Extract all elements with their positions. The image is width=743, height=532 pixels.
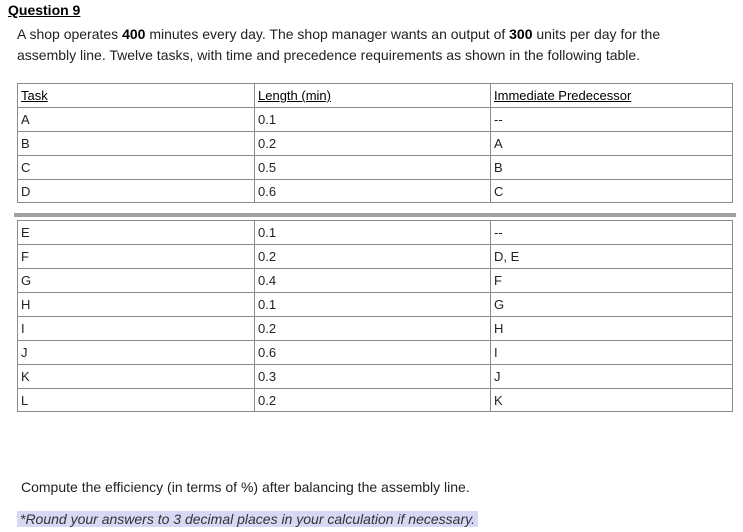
cell-length: 0.2 bbox=[254, 316, 490, 340]
header-task: Task bbox=[17, 83, 254, 107]
table-row bbox=[17, 244, 733, 268]
cell-length: 0.4 bbox=[254, 268, 490, 292]
question-text-part1: A shop operates bbox=[17, 26, 123, 42]
cell-length: 0.1 bbox=[254, 292, 490, 316]
cell-length: 0.2 bbox=[254, 244, 490, 268]
cell-predecessor: F bbox=[490, 268, 733, 292]
cell-task: I bbox=[17, 316, 254, 340]
table-row bbox=[17, 107, 733, 131]
question-text bbox=[17, 24, 717, 66]
cell-predecessor: -- bbox=[490, 107, 733, 131]
cell-length: 0.2 bbox=[254, 131, 490, 155]
cell-predecessor: J bbox=[490, 364, 733, 388]
table-row bbox=[17, 364, 733, 388]
units-value: 300 bbox=[509, 26, 533, 42]
cell-predecessor: D, E bbox=[490, 244, 733, 268]
cell-task: J bbox=[17, 340, 254, 364]
cell-predecessor: G bbox=[490, 292, 733, 316]
table-row bbox=[17, 220, 733, 244]
table-row bbox=[17, 292, 733, 316]
cell-length: 0.6 bbox=[254, 179, 490, 203]
task-table-top bbox=[17, 83, 733, 203]
cell-predecessor: H bbox=[490, 316, 733, 340]
cell-task: K bbox=[17, 364, 254, 388]
task-table-bottom bbox=[17, 220, 733, 412]
question-text-part2: minutes every day. The shop manager wants an output of bbox=[145, 26, 510, 42]
cell-predecessor: C bbox=[490, 179, 733, 203]
cell-length: 0.5 bbox=[254, 155, 490, 179]
table-row bbox=[17, 268, 733, 292]
cell-task: G bbox=[17, 268, 254, 292]
cell-predecessor: K bbox=[490, 388, 733, 412]
cell-task: F bbox=[17, 244, 254, 268]
cell-task: B bbox=[17, 131, 254, 155]
question-title: Question 9 bbox=[8, 2, 81, 18]
table-row bbox=[17, 340, 733, 364]
cell-task: A bbox=[17, 107, 254, 131]
cell-predecessor: B bbox=[490, 155, 733, 179]
cell-task: L bbox=[17, 388, 254, 412]
cell-predecessor: -- bbox=[490, 220, 733, 244]
table-row bbox=[17, 179, 733, 203]
table-row bbox=[17, 316, 733, 340]
cell-predecessor: I bbox=[490, 340, 733, 364]
cell-task: E bbox=[17, 220, 254, 244]
cell-length: 0.2 bbox=[254, 388, 490, 412]
cell-task: D bbox=[17, 179, 254, 203]
question-text-part3: units per day for the assembly line. Twelve tasks, with time and precedence requirements as shown in the following table. bbox=[17, 26, 661, 63]
cell-task: C bbox=[17, 155, 254, 179]
cell-predecessor: A bbox=[490, 131, 733, 155]
table-header-row bbox=[17, 83, 733, 107]
table-divider bbox=[14, 213, 736, 217]
question-prompt: Compute the efficiency (in terms of %) after balancing the assembly line. bbox=[21, 479, 470, 495]
cell-length: 0.3 bbox=[254, 364, 490, 388]
table-row bbox=[17, 388, 733, 412]
header-length: Length (min) bbox=[254, 83, 490, 107]
table-row bbox=[17, 131, 733, 155]
cell-length: 0.6 bbox=[254, 340, 490, 364]
cell-task: H bbox=[17, 292, 254, 316]
rounding-note: *Round your answers to 3 decimal places in your calculation if necessary. bbox=[17, 511, 478, 527]
cell-length: 0.1 bbox=[254, 220, 490, 244]
cell-length: 0.1 bbox=[254, 107, 490, 131]
minutes-value: 400 bbox=[122, 26, 146, 42]
header-predecessor: Immediate Predecessor bbox=[490, 83, 733, 107]
table-row bbox=[17, 155, 733, 179]
